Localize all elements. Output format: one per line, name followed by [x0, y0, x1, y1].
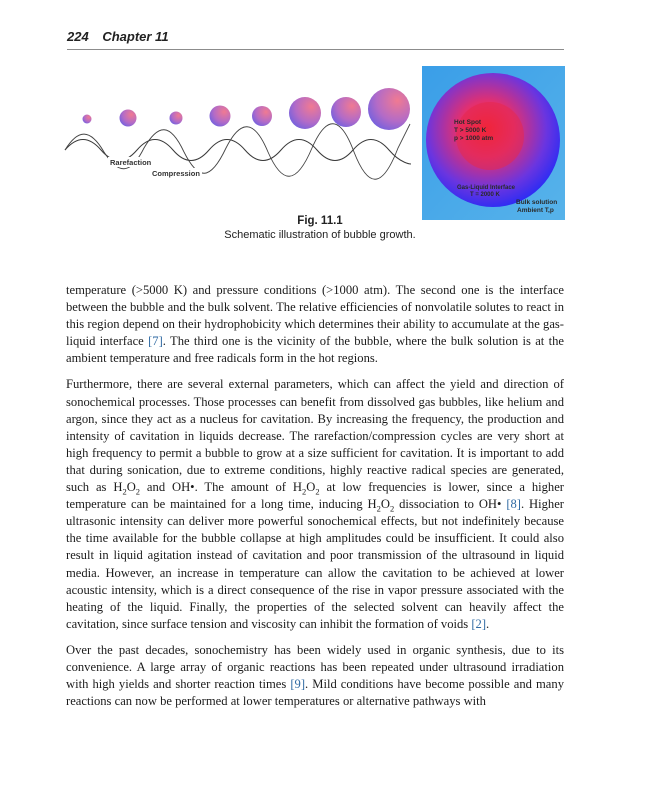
- paragraph-1: [66, 282, 564, 367]
- bubble-6: [289, 97, 321, 129]
- hot-spot-temperature: T > 5000 K: [454, 127, 487, 134]
- figure-number: Fig. 11.1: [297, 215, 343, 227]
- text-run: . Mild conditions have become possible and many reactions can now be performed at lower temperatures or alternative pathways with: [66, 677, 564, 709]
- text-run: .: [486, 616, 490, 631]
- subscript: 2: [315, 486, 320, 497]
- bubble-3: [170, 112, 183, 125]
- bubble-growth-figure: [60, 64, 570, 224]
- chapter-title: Chapter 11: [102, 29, 169, 44]
- text-run: and OH•. The amount of H: [140, 480, 302, 495]
- subscript: 2: [390, 503, 395, 514]
- citation-link[interactable]: [7]: [148, 334, 163, 349]
- subscript: 2: [122, 486, 127, 497]
- rarefaction-label: Rarefaction: [110, 158, 152, 167]
- subscript: 2: [301, 486, 307, 497]
- bulk-solution-ambient: Ambient T,p: [517, 207, 554, 214]
- text-run: dissociation to OH•: [394, 497, 507, 512]
- text-run: Furthermore, there are several external parameters, which can affect the yield and direction of sonochemical processes. Those processes can benefit from dissolved gas bubbles, like helium and argon, since they act as a nucleus for cavitation. By increasing the frequency, the production and intensity of cavitation in liquids decrease. The rarefaction/compression cycles are very short at high frequency to permit a bubble to grow at a size sufficient for cavitation. It is important to add that during sonication, due to extreme conditions, highly reactive radical species are generated, such as H: [66, 377, 564, 495]
- running-header: [67, 29, 564, 50]
- text-run: . The third one is the vicinity of the bubble, where the bulk solution is at the ambient temperature and free radicals form in the hot regions.: [66, 334, 564, 366]
- bubble-1: [83, 115, 92, 124]
- figure-caption: Schematic illustration of bubble growth.: [224, 229, 416, 241]
- text-run: Over the past decades, sonochemistry has been widely used in organic synthesis, due to its convenience. A large array of organic reactions has been repeated under ultrasound irradiation with high yields and shorter reaction times: [66, 642, 564, 692]
- bubble-8: [368, 88, 410, 130]
- hot-spot-title: Hot Spot: [454, 119, 482, 126]
- citation-link[interactable]: [2]: [471, 616, 487, 631]
- text-run: . Higher ultrasonic intensity can deliver more powerful sonochemical effects, but not indefinitely because the time available for the bubble collapse at high amplitudes could be insufficient. It could also result in liquid agitation instead of cavitation and poor transmission of the ultrasound in liquid media. However, an increase in temperature can allow the cavitation to be achieved at lower acoustic intensity, which is a direct consequence of the rise in vapor pressure associated with the heating of the liquid. Finally, the properties of the selected solvent can heavily affect the cavitation, since surface tension and viscosity can inhibit the formation of voids: [66, 497, 564, 631]
- citation-link[interactable]: [8]: [506, 497, 521, 512]
- bulk-solution-title: Bulk solution: [516, 199, 558, 206]
- paragraph-2: [66, 376, 564, 632]
- bubble-7: [331, 97, 361, 127]
- hot-spot-pressure: p > 1000 atm: [454, 135, 494, 142]
- text-run: at low frequencies is lower, since a higher temperature can be maintained for a long time, inducing H: [66, 480, 565, 512]
- bubble-2: [120, 110, 137, 127]
- subscript: 2: [376, 503, 381, 514]
- page-number: 224: [67, 29, 89, 44]
- body-text: [66, 282, 564, 719]
- text-run: O: [126, 480, 136, 495]
- compression-label: Compression: [152, 169, 200, 178]
- interface-temperature: T = 2000 K: [470, 192, 500, 198]
- wave-amplitude-envelope: [65, 124, 410, 180]
- bubble-4: [210, 106, 231, 127]
- paragraph-3: [66, 642, 564, 710]
- text-run: O: [306, 480, 316, 495]
- subscript: 2: [135, 486, 141, 497]
- text-run: temperature (>5000 K) and pressure conditions (>1000 atm). The second one is the interface between the bubble and the bulk solvent. The relative efficiencies of nonvolatile solutes to react in this region depend on their hydrophobicity which determines their ability to accumulate at the gas-liquid interface: [66, 283, 564, 349]
- interface-title: Gas-Liquid Interface: [457, 185, 516, 191]
- bubble-5: [252, 106, 272, 126]
- text-run: O: [380, 497, 391, 512]
- citation-link[interactable]: [9]: [290, 677, 306, 692]
